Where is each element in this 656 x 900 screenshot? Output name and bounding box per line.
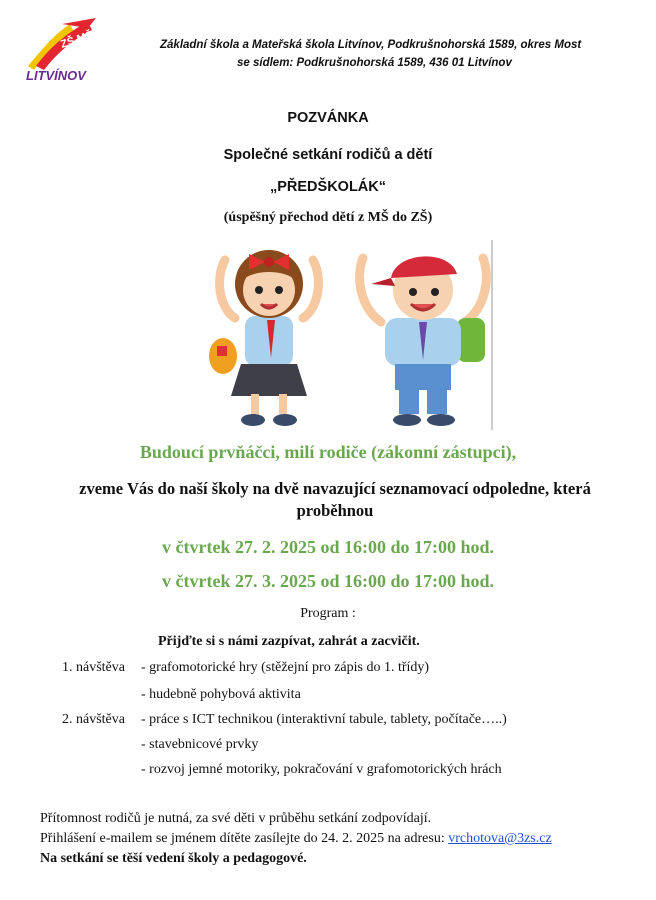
girl-figure [209,250,318,426]
event-name: „PŘEDŠKOLÁK“ [269,179,386,195]
date-2: v čtvrtek 27. 3. 2025 od 16:00 do 17:00 hod. [162,571,494,591]
logo-text-top: ZŠ MŠ [59,29,95,51]
visit-1-label: 1. návštěva [62,660,125,675]
date-1: v čtvrtek 27. 2. 2025 od 16:00 do 17:00 hod. [162,537,494,557]
visit-1-item: - grafomotorické hry (stěžejní pro zápis do 1. třídy) [141,660,430,675]
event-title: Společné setkání rodičů a dětí [223,147,433,163]
school-logo [22,14,102,84]
children-illustration [195,238,505,433]
registration-text: Přihlášení e-mailem se jménem dítěte zasílejte do 24. 2. 2025 na adresu: [40,831,445,846]
footer-attendance: Přítomnost rodičů je nutná, za své děti v průběhu setkání zodpovídají. [40,811,432,826]
footer-closing: Na setkání se těší vedení školy a pedagogové. [40,851,307,866]
header-line-1: Základní škola a Mateřská škola Litvínov, Podkrušnohorská 1589, okres Most [160,39,582,51]
program-intro: Přijďte si s námi zazpívat, zahrát a zacvičit. [158,634,420,649]
footer-registration [40,831,552,847]
invitation-text: zveme Vás do naší školy na dvě navazující seznamovací odpoledne, která proběhnou [79,479,591,520]
visit-2-item: - rozvoj jemné motoriky, pokračování v grafomotorických hrách [141,762,502,777]
boy-figure [360,256,487,426]
program-label: Program : [300,606,356,621]
logo-text-bottom: LITVÍNOV [26,68,86,83]
greeting: Budoucí prvňáčci, milí rodiče (zákonní zástupci), [139,442,517,462]
event-subtitle: (úspěšný přechod dětí z MŠ do ZŠ) [223,210,433,225]
school-header [160,36,640,72]
visit-1-item: - hudebně pohybová aktivita [141,687,301,702]
visit-2-item: - stavebnicové prvky [141,737,259,752]
email-link[interactable]: vrchotova@3zs.cz [448,831,552,846]
visit-2-item: - práce s ICT technikou (interaktivní tabule, tablety, počítače…..) [141,712,507,727]
visit-2-label: 2. návštěva [62,712,125,727]
invitation-title: POZVÁNKA [287,110,369,126]
header-line-2: se sídlem: Podkrušnohorská 1589, 436 01 Litvínov [237,57,512,69]
